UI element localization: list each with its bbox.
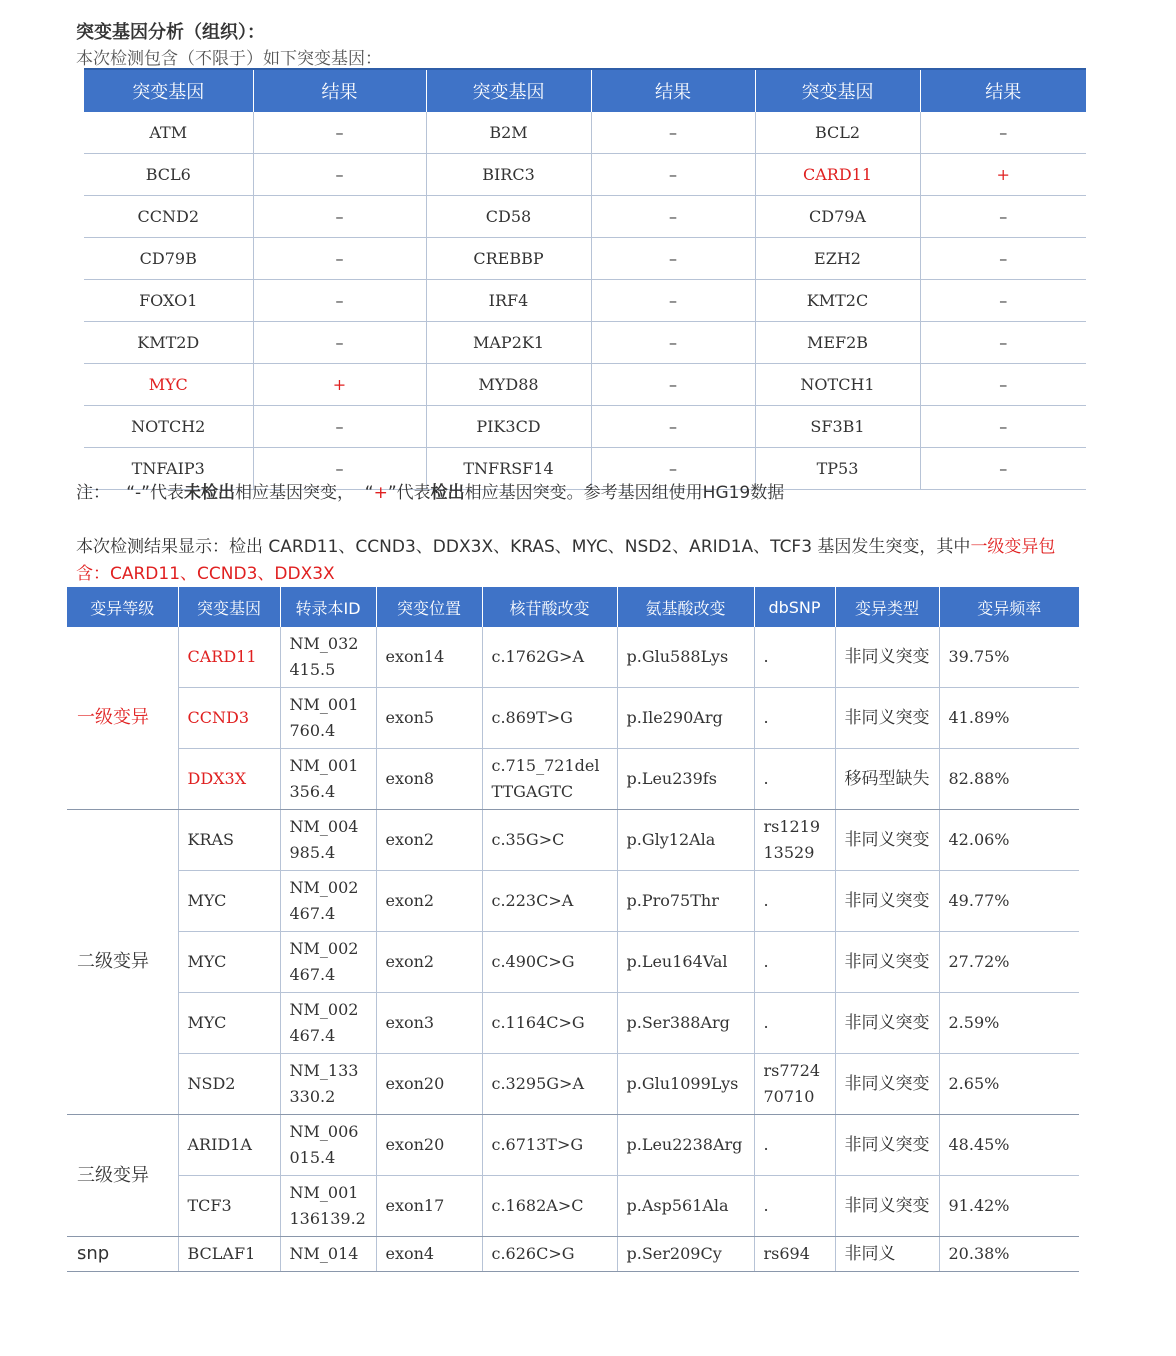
variant-transcript-cell: NM_001760.4 [280, 688, 376, 749]
variant-gene-cell: DDX3X [178, 749, 280, 810]
variant-amino-cell: p.Leu164Val [617, 932, 754, 993]
gene-result-cell: – [253, 322, 426, 364]
variant-amino-cell: p.Leu239fs [617, 749, 754, 810]
gene-result-cell: – [920, 322, 1086, 364]
variant-row [67, 871, 1079, 932]
gene-name-cell: MYD88 [426, 364, 591, 406]
variant-transcript-cell: NM_133330.2 [280, 1054, 376, 1115]
variant-nucleotide-cell: c.6713T>G [482, 1115, 617, 1176]
variant-type-cell: 非同义突变 [835, 993, 939, 1054]
gene-table-header: 突变基因 [84, 69, 253, 112]
variant-amino-cell: p.Pro75Thr [617, 871, 754, 932]
variant-freq-cell: 91.42% [939, 1176, 1079, 1237]
variant-freq-cell: 42.06% [939, 810, 1079, 871]
variant-type-cell: 非同义突变 [835, 810, 939, 871]
variant-position-cell: exon3 [376, 993, 482, 1054]
gene-result-cell: – [591, 448, 755, 490]
gene-name-cell: NOTCH1 [755, 364, 920, 406]
variant-table-header: 变异频率 [939, 587, 1079, 627]
result-summary: 本次检测结果显示：检出 CARD11、CCND3、DDX3X、KRAS、MYC、NSD2、ARID1A、TCF3 基因发生突变，其中一级变异包含：CARD11、CCND3、DDX3X [76, 537, 1056, 584]
variant-dbsnp-cell: . [754, 688, 835, 749]
gene-name-cell: FOXO1 [84, 280, 253, 322]
variant-nucleotide-cell: c.3295G>A [482, 1054, 617, 1115]
variant-dbsnp-cell: . [754, 627, 835, 688]
variant-gene-cell: CCND3 [178, 688, 280, 749]
variant-position-cell: exon8 [376, 749, 482, 810]
gene-result-cell: – [920, 112, 1086, 154]
gene-name-cell: PIK3CD [426, 406, 591, 448]
variant-freq-cell: 41.89% [939, 688, 1079, 749]
gene-name-cell: MAP2K1 [426, 322, 591, 364]
gene-name-cell: B2M [426, 112, 591, 154]
gene-name-cell: MYC [84, 364, 253, 406]
variant-position-cell: exon2 [376, 810, 482, 871]
variant-amino-cell: p.Ile290Arg [617, 688, 754, 749]
section-intro: 本次检测包含（不限于）如下突变基因： [76, 49, 382, 69]
variant-nucleotide-cell: c.1164C>G [482, 993, 617, 1054]
gene-table-header: 突变基因 [426, 69, 591, 112]
variant-position-cell: exon5 [376, 688, 482, 749]
variant-transcript-cell: NM_032415.5 [280, 627, 376, 688]
variant-amino-cell: p.Glu1099Lys [617, 1054, 754, 1115]
gene-result-cell: – [591, 364, 755, 406]
variant-nucleotide-cell: c.223C>A [482, 871, 617, 932]
gene-name-cell: MEF2B [755, 322, 920, 364]
variant-nucleotide-cell: c.715_721delTTGAGTC [482, 749, 617, 810]
variant-table-header: 突变基因 [178, 587, 280, 627]
variant-amino-cell: p.Ser388Arg [617, 993, 754, 1054]
gene-result-cell: – [591, 238, 755, 280]
variant-freq-cell: 27.72% [939, 932, 1079, 993]
variant-level-cell: 三级变异 [67, 1115, 178, 1237]
section-title: 突变基因分析（组织）： [76, 22, 265, 43]
variant-dbsnp-cell: rs772470710 [754, 1054, 835, 1115]
variant-level-cell: 二级变异 [67, 810, 178, 1115]
variant-type-cell: 非同义突变 [835, 1176, 939, 1237]
gene-table-row [84, 322, 1086, 364]
gene-result-cell: – [253, 280, 426, 322]
gene-name-cell: CD58 [426, 196, 591, 238]
variant-table-header: 氨基酸改变 [617, 587, 754, 627]
variant-position-cell: exon4 [376, 1237, 482, 1272]
variant-position-cell: exon17 [376, 1176, 482, 1237]
variant-nucleotide-cell: c.869T>G [482, 688, 617, 749]
variant-gene-cell: MYC [178, 932, 280, 993]
variant-type-cell: 非同义突变 [835, 627, 939, 688]
variant-freq-cell: 2.59% [939, 993, 1079, 1054]
variant-amino-cell: p.Asp561Ala [617, 1176, 754, 1237]
variant-dbsnp-cell: . [754, 1115, 835, 1176]
variant-dbsnp-cell: rs121913529 [754, 810, 835, 871]
gene-result-cell: – [253, 154, 426, 196]
gene-name-cell: SF3B1 [755, 406, 920, 448]
gene-name-cell: NOTCH2 [84, 406, 253, 448]
variant-row [67, 627, 1079, 688]
gene-table-row [84, 196, 1086, 238]
gene-name-cell: KMT2C [755, 280, 920, 322]
variant-table-header: 突变位置 [376, 587, 482, 627]
gene-result-cell: – [920, 280, 1086, 322]
variant-row [67, 749, 1079, 810]
variant-gene-cell: MYC [178, 993, 280, 1054]
variant-transcript-cell: NM_002467.4 [280, 993, 376, 1054]
gene-name-cell: BCL2 [755, 112, 920, 154]
variant-position-cell: exon14 [376, 627, 482, 688]
variant-table-header: dbSNP [754, 587, 835, 627]
variant-dbsnp-cell: rs694 [754, 1237, 835, 1272]
gene-result-cell: – [920, 238, 1086, 280]
gene-result-cell: – [920, 364, 1086, 406]
gene-name-cell: EZH2 [755, 238, 920, 280]
variant-nucleotide-cell: c.1762G>A [482, 627, 617, 688]
gene-result-cell: – [920, 448, 1086, 490]
variant-nucleotide-cell: c.490C>G [482, 932, 617, 993]
gene-result-cell: – [591, 322, 755, 364]
gene-name-cell: TNFRSF14 [426, 448, 591, 490]
variant-freq-cell: 2.65% [939, 1054, 1079, 1115]
variant-amino-cell: p.Leu2238Arg [617, 1115, 754, 1176]
gene-result-cell: – [253, 406, 426, 448]
gene-result-cell: – [253, 196, 426, 238]
gene-name-cell: IRF4 [426, 280, 591, 322]
variant-nucleotide-cell: c.1682A>C [482, 1176, 617, 1237]
variant-transcript-cell: NM_001136139.2 [280, 1176, 376, 1237]
gene-name-cell: CD79B [84, 238, 253, 280]
gene-name-cell: BCL6 [84, 154, 253, 196]
variant-amino-cell: p.Ser209Cy [617, 1237, 754, 1272]
variant-freq-cell: 39.75% [939, 627, 1079, 688]
gene-name-cell: CREBBP [426, 238, 591, 280]
gene-table-row [84, 112, 1086, 154]
variant-table [67, 587, 1079, 1272]
variant-row [67, 932, 1079, 993]
variant-dbsnp-cell: . [754, 993, 835, 1054]
variant-table-header: 核苷酸改变 [482, 587, 617, 627]
gene-result-cell: + [920, 154, 1086, 196]
variant-freq-cell: 49.77% [939, 871, 1079, 932]
gene-table-header: 结果 [253, 69, 426, 112]
variant-dbsnp-cell: . [754, 749, 835, 810]
variant-row [67, 993, 1079, 1054]
variant-gene-cell: TCF3 [178, 1176, 280, 1237]
variant-type-cell: 非同义突变 [835, 688, 939, 749]
gene-table-header: 结果 [920, 69, 1086, 112]
variant-row [67, 688, 1079, 749]
variant-dbsnp-cell: . [754, 1176, 835, 1237]
gene-table-row [84, 406, 1086, 448]
variant-amino-cell: p.Gly12Ala [617, 810, 754, 871]
variant-dbsnp-cell: . [754, 871, 835, 932]
variant-nucleotide-cell: c.626C>G [482, 1237, 617, 1272]
variant-freq-cell: 82.88% [939, 749, 1079, 810]
variant-level-cell: 一级变异 [67, 627, 178, 810]
gene-name-cell: CARD11 [755, 154, 920, 196]
gene-name-cell: TP53 [755, 448, 920, 490]
variant-row [67, 1237, 1079, 1272]
variant-table-header: 转录本ID [280, 587, 376, 627]
variant-gene-cell: CARD11 [178, 627, 280, 688]
variant-transcript-cell: NM_004985.4 [280, 810, 376, 871]
variant-gene-cell: ARID1A [178, 1115, 280, 1176]
variant-gene-cell: KRAS [178, 810, 280, 871]
variant-position-cell: exon2 [376, 871, 482, 932]
variant-table-header: 变异类型 [835, 587, 939, 627]
gene-result-cell: – [253, 448, 426, 490]
variant-type-cell: 非同义突变 [835, 1054, 939, 1115]
gene-result-cell: – [920, 406, 1086, 448]
gene-result-cell: – [591, 154, 755, 196]
gene-table-row [84, 364, 1086, 406]
gene-result-cell: + [253, 364, 426, 406]
gene-name-cell: CCND2 [84, 196, 253, 238]
variant-gene-cell: MYC [178, 871, 280, 932]
gene-result-cell: – [920, 196, 1086, 238]
gene-result-cell: – [253, 238, 426, 280]
variant-table-header: 变异等级 [67, 587, 178, 627]
gene-result-cell: – [253, 112, 426, 154]
variant-transcript-cell: NM_006015.4 [280, 1115, 376, 1176]
gene-name-cell: ATM [84, 112, 253, 154]
variant-level-cell: snp [67, 1237, 178, 1272]
variant-position-cell: exon20 [376, 1115, 482, 1176]
variant-transcript-cell: NM_014 [280, 1237, 376, 1272]
variant-row [67, 1054, 1079, 1115]
variant-transcript-cell: NM_002467.4 [280, 871, 376, 932]
variant-freq-cell: 48.45% [939, 1115, 1079, 1176]
gene-table-header: 突变基因 [755, 69, 920, 112]
summary-highlight: 一级变异包含：CARD11、CCND3、DDX3X [76, 537, 1056, 584]
gene-panel-table [84, 68, 1086, 490]
variant-row [67, 810, 1079, 871]
gene-table-row [84, 280, 1086, 322]
variant-row [67, 1115, 1079, 1176]
gene-result-cell: – [591, 280, 755, 322]
variant-transcript-cell: NM_001356.4 [280, 749, 376, 810]
variant-gene-cell: BCLAF1 [178, 1237, 280, 1272]
gene-name-cell: KMT2D [84, 322, 253, 364]
variant-type-cell: 非同义 [835, 1237, 939, 1272]
gene-table-row [84, 238, 1086, 280]
gene-table-row [84, 154, 1086, 196]
variant-amino-cell: p.Glu588Lys [617, 627, 754, 688]
variant-dbsnp-cell: . [754, 932, 835, 993]
variant-position-cell: exon20 [376, 1054, 482, 1115]
gene-result-cell: – [591, 406, 755, 448]
gene-result-cell: – [591, 196, 755, 238]
variant-row [67, 1176, 1079, 1237]
legend-note: 注： “-”代表未检出相应基因突变， “+”代表检出相应基因突变。参考基因组使用HG19数据 [76, 483, 785, 503]
variant-position-cell: exon2 [376, 932, 482, 993]
variant-type-cell: 非同义突变 [835, 932, 939, 993]
variant-nucleotide-cell: c.35G>C [482, 810, 617, 871]
variant-freq-cell: 20.38% [939, 1237, 1079, 1272]
variant-type-cell: 移码型缺失 [835, 749, 939, 810]
variant-transcript-cell: NM_002467.4 [280, 932, 376, 993]
gene-table-header: 结果 [591, 69, 755, 112]
variant-type-cell: 非同义突变 [835, 871, 939, 932]
gene-name-cell: CD79A [755, 196, 920, 238]
gene-result-cell: – [591, 112, 755, 154]
variant-gene-cell: NSD2 [178, 1054, 280, 1115]
gene-name-cell: TNFAIP3 [84, 448, 253, 490]
variant-type-cell: 非同义突变 [835, 1115, 939, 1176]
gene-name-cell: BIRC3 [426, 154, 591, 196]
